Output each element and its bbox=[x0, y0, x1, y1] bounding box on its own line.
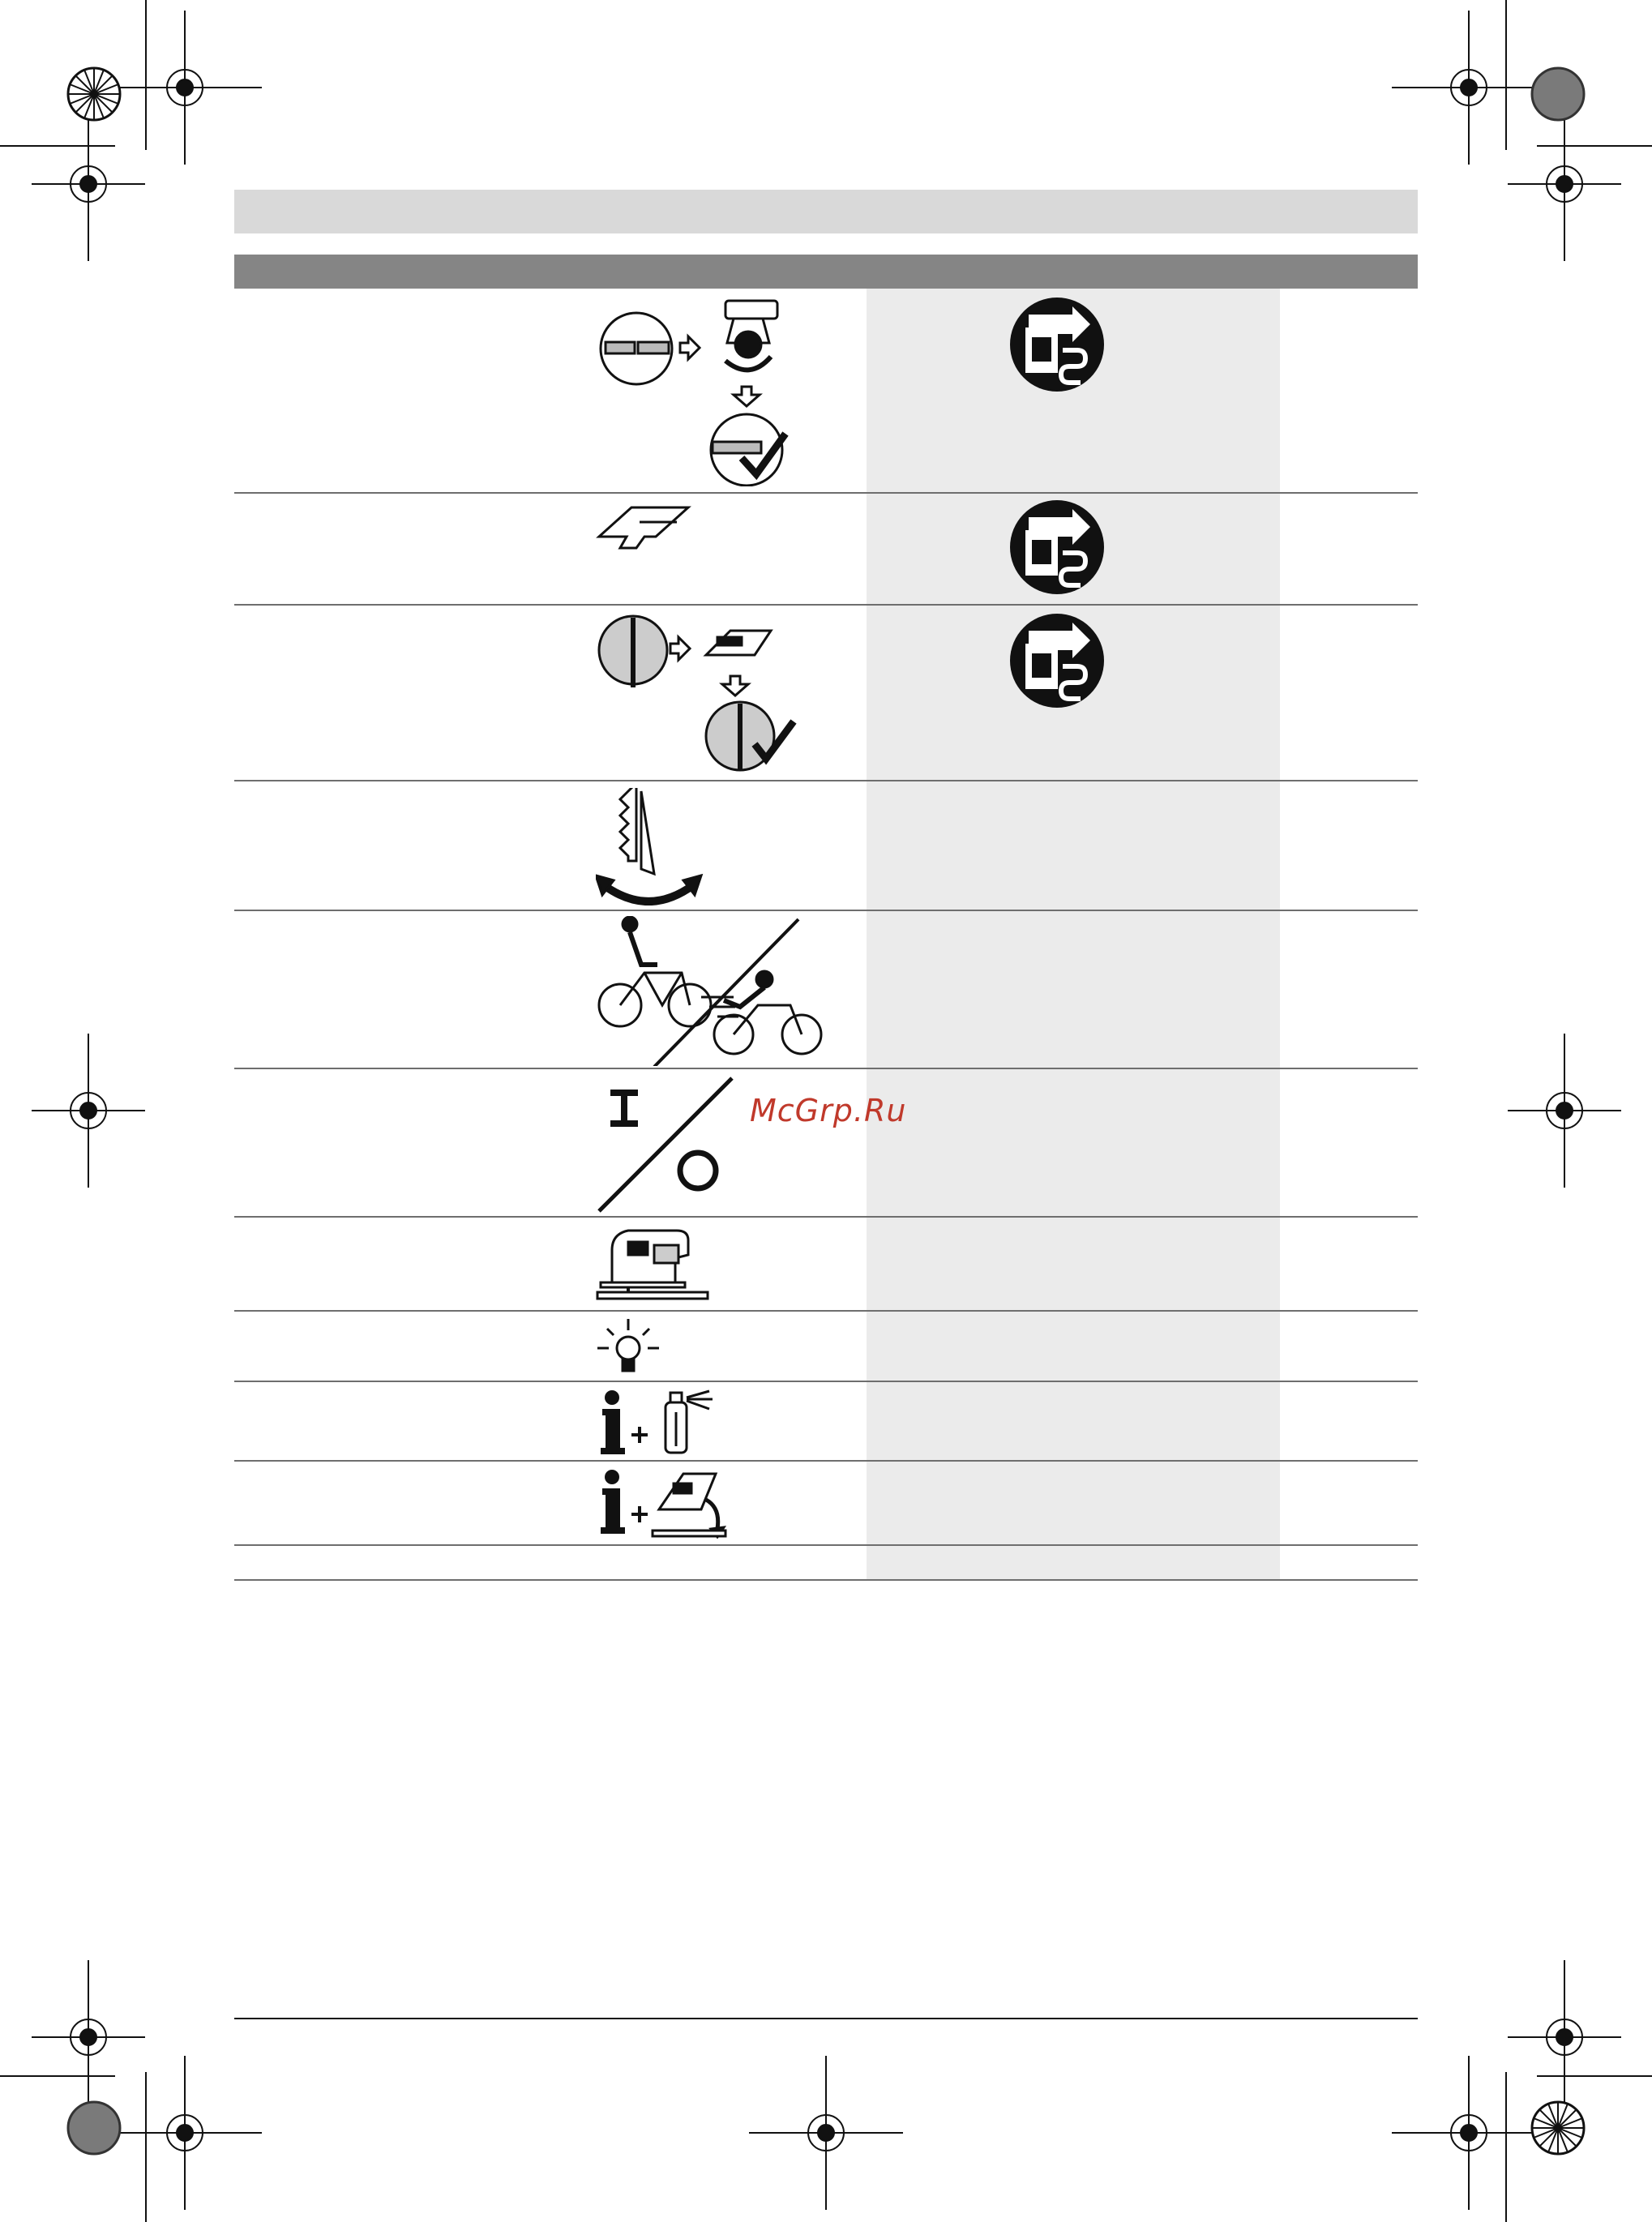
row-divider bbox=[234, 1216, 1418, 1218]
row-divider bbox=[234, 780, 1418, 781]
row-divider bbox=[234, 910, 1418, 911]
header-band-dark bbox=[234, 255, 1418, 289]
row-divider bbox=[234, 604, 1418, 606]
footer-rule bbox=[234, 2018, 1418, 2019]
row-divider bbox=[234, 1460, 1418, 1462]
unplug-power-icon bbox=[1009, 613, 1105, 709]
jigsaw-cutting-icon bbox=[596, 1226, 713, 1303]
blade-change-toolless-icon bbox=[596, 296, 798, 486]
row-divider bbox=[234, 1068, 1418, 1069]
info-lubricant-icon bbox=[596, 1388, 717, 1456]
shaded-column bbox=[867, 289, 1280, 1579]
splinter-guard-icon bbox=[596, 614, 798, 777]
header-band-light bbox=[234, 190, 1418, 233]
row-divider bbox=[234, 1579, 1418, 1581]
row-divider bbox=[234, 1381, 1418, 1382]
on-off-switch-icon bbox=[596, 1077, 742, 1213]
watermark-text: McGrp.Ru bbox=[750, 1093, 907, 1128]
unplug-power-icon bbox=[1009, 499, 1105, 595]
base-plate-icon bbox=[596, 504, 693, 554]
row-divider bbox=[234, 492, 1418, 494]
speed-slow-fast-icon bbox=[596, 916, 839, 1066]
pendulum-action-icon bbox=[596, 788, 709, 905]
row-divider bbox=[234, 1544, 1418, 1546]
row-divider bbox=[234, 1310, 1418, 1312]
info-bevel-cut-icon bbox=[596, 1467, 734, 1539]
unplug-power-icon bbox=[1009, 297, 1105, 392]
work-light-icon bbox=[596, 1317, 661, 1376]
